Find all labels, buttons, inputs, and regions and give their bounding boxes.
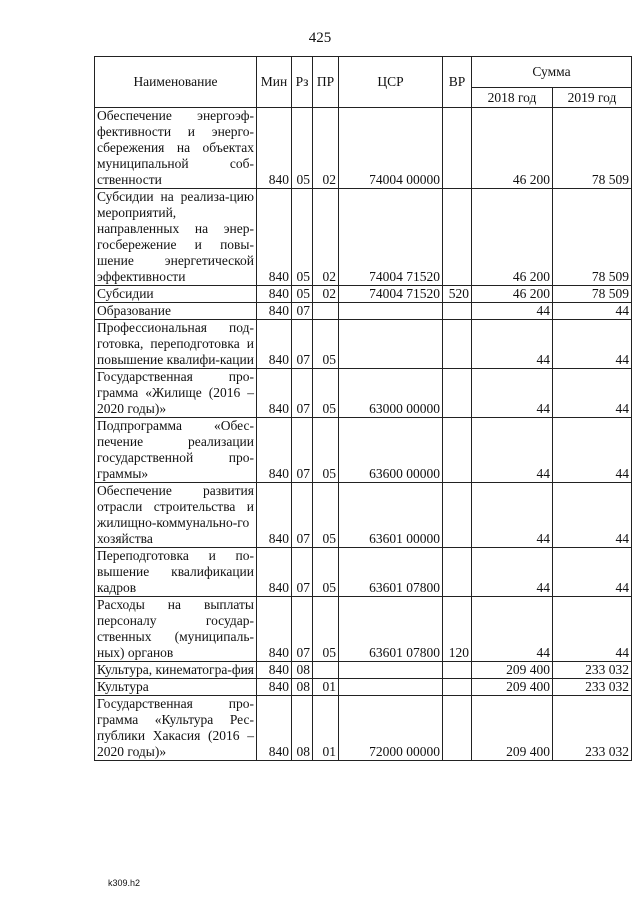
row-sum-2019: 44 [553, 369, 632, 418]
row-min: 840 [257, 483, 292, 548]
row-sum-2019: 44 [553, 483, 632, 548]
row-min: 840 [257, 369, 292, 418]
row-name: Культура [95, 679, 257, 696]
row-pr: 02 [313, 189, 339, 286]
row-csr [339, 320, 443, 369]
row-vr [443, 483, 472, 548]
row-name: Образование [95, 303, 257, 320]
row-min: 840 [257, 548, 292, 597]
row-csr: 63601 07800 [339, 597, 443, 662]
row-rz: 08 [292, 679, 313, 696]
header-vr: ВР [443, 57, 472, 108]
row-vr [443, 369, 472, 418]
row-name: Государственная про-грамма «Жилище (2016 – 2020 годы)» [95, 369, 257, 418]
row-sum-2018: 46 200 [472, 189, 553, 286]
table-row [95, 189, 632, 286]
row-sum-2019: 78 509 [553, 286, 632, 303]
table-row [95, 696, 632, 761]
row-vr [443, 418, 472, 483]
row-vr [443, 548, 472, 597]
row-vr [443, 320, 472, 369]
table-body [95, 108, 632, 761]
row-sum-2018: 209 400 [472, 696, 553, 761]
row-min: 840 [257, 679, 292, 696]
row-rz: 05 [292, 286, 313, 303]
table-row [95, 679, 632, 696]
row-min: 840 [257, 189, 292, 286]
header-pr: ПР [313, 57, 339, 108]
row-name: Культура, кинематогра-фия [95, 662, 257, 679]
row-csr: 63601 00000 [339, 483, 443, 548]
row-sum-2019: 233 032 [553, 662, 632, 679]
table-row [95, 597, 632, 662]
row-csr: 72000 00000 [339, 696, 443, 761]
row-csr: 74004 71520 [339, 286, 443, 303]
row-min: 840 [257, 418, 292, 483]
row-min: 840 [257, 108, 292, 189]
row-rz: 07 [292, 483, 313, 548]
row-min: 840 [257, 320, 292, 369]
row-sum-2018: 209 400 [472, 679, 553, 696]
table-row [95, 418, 632, 483]
row-name: Профессиональная под-готовка, переподготовка и повышение квалифи-кации [95, 320, 257, 369]
header-rz: Рз [292, 57, 313, 108]
row-pr: 05 [313, 548, 339, 597]
header-csr: ЦСР [339, 57, 443, 108]
row-rz: 07 [292, 320, 313, 369]
table-row [95, 483, 632, 548]
row-sum-2018: 44 [472, 597, 553, 662]
row-rz: 05 [292, 108, 313, 189]
row-vr [443, 679, 472, 696]
header-year-2018: 2018 год [472, 88, 553, 108]
row-sum-2019: 233 032 [553, 679, 632, 696]
row-sum-2019: 44 [553, 597, 632, 662]
row-csr: 74004 00000 [339, 108, 443, 189]
table-row [95, 303, 632, 320]
row-pr: 01 [313, 679, 339, 696]
table-header [95, 57, 632, 108]
row-min: 840 [257, 597, 292, 662]
row-sum-2018: 44 [472, 483, 553, 548]
row-vr [443, 303, 472, 320]
row-pr: 05 [313, 369, 339, 418]
row-vr [443, 662, 472, 679]
row-pr: 05 [313, 483, 339, 548]
row-name: Субсидии [95, 286, 257, 303]
row-rz: 07 [292, 597, 313, 662]
row-rz: 08 [292, 662, 313, 679]
row-vr [443, 108, 472, 189]
row-min: 840 [257, 662, 292, 679]
row-pr: 02 [313, 108, 339, 189]
row-name: Обеспечение энергоэф-фективности и энерго-сбережения на объектах муниципальной соб-ственности [95, 108, 257, 189]
row-csr: 63600 00000 [339, 418, 443, 483]
row-sum-2019: 44 [553, 320, 632, 369]
header-sum: Сумма [472, 57, 632, 88]
row-min: 840 [257, 696, 292, 761]
row-vr [443, 696, 472, 761]
row-min: 840 [257, 286, 292, 303]
row-csr [339, 662, 443, 679]
row-sum-2018: 209 400 [472, 662, 553, 679]
row-vr [443, 189, 472, 286]
page-number: 425 [308, 30, 332, 46]
footer-code: k309.h2 [108, 878, 141, 888]
row-name: Государственная про-грамма «Культура Рес-публики Хакасия (2016 – 2020 годы)» [95, 696, 257, 761]
row-pr: 01 [313, 696, 339, 761]
row-sum-2019: 78 509 [553, 189, 632, 286]
table-row [95, 548, 632, 597]
header-name: Наименование [95, 57, 257, 108]
row-pr: 05 [313, 320, 339, 369]
row-csr: 63000 00000 [339, 369, 443, 418]
row-rz: 07 [292, 369, 313, 418]
row-name: Подпрограмма «Обес-печение реализации государственной про-граммы» [95, 418, 257, 483]
row-vr: 120 [443, 597, 472, 662]
table-row [95, 320, 632, 369]
row-sum-2019: 233 032 [553, 696, 632, 761]
row-sum-2018: 44 [472, 418, 553, 483]
row-pr [313, 662, 339, 679]
row-csr [339, 303, 443, 320]
row-rz: 07 [292, 548, 313, 597]
row-sum-2018: 46 200 [472, 108, 553, 189]
header-min: Мин [257, 57, 292, 108]
row-name: Расходы на выплаты персоналу государ-ственных (муниципаль-ных) органов [95, 597, 257, 662]
row-sum-2018: 44 [472, 548, 553, 597]
table-row [95, 662, 632, 679]
row-pr: 05 [313, 597, 339, 662]
row-sum-2019: 44 [553, 418, 632, 483]
header-year-2019: 2019 год [553, 88, 632, 108]
row-name: Субсидии на реализа-цию мероприятий, направленных на энер-госбережение и повы-шение энергетической эффективности [95, 189, 257, 286]
row-rz: 08 [292, 696, 313, 761]
table-row [95, 369, 632, 418]
row-sum-2019: 44 [553, 303, 632, 320]
row-sum-2019: 44 [553, 548, 632, 597]
budget-table [94, 56, 632, 761]
row-pr: 02 [313, 286, 339, 303]
row-pr: 05 [313, 418, 339, 483]
row-csr: 63601 07800 [339, 548, 443, 597]
row-vr: 520 [443, 286, 472, 303]
row-rz: 07 [292, 418, 313, 483]
row-sum-2018: 46 200 [472, 286, 553, 303]
row-csr: 74004 71520 [339, 189, 443, 286]
table-row [95, 108, 632, 189]
row-sum-2019: 78 509 [553, 108, 632, 189]
row-sum-2018: 44 [472, 303, 553, 320]
row-sum-2018: 44 [472, 320, 553, 369]
row-name: Переподготовка и по-вышение квалификации кадров [95, 548, 257, 597]
row-min: 840 [257, 303, 292, 320]
row-csr [339, 679, 443, 696]
row-rz: 05 [292, 189, 313, 286]
row-pr [313, 303, 339, 320]
row-name: Обеспечение развития отрасли строительства и жилищно-коммунально-го хозяйства [95, 483, 257, 548]
table-row [95, 286, 632, 303]
row-rz: 07 [292, 303, 313, 320]
row-sum-2018: 44 [472, 369, 553, 418]
